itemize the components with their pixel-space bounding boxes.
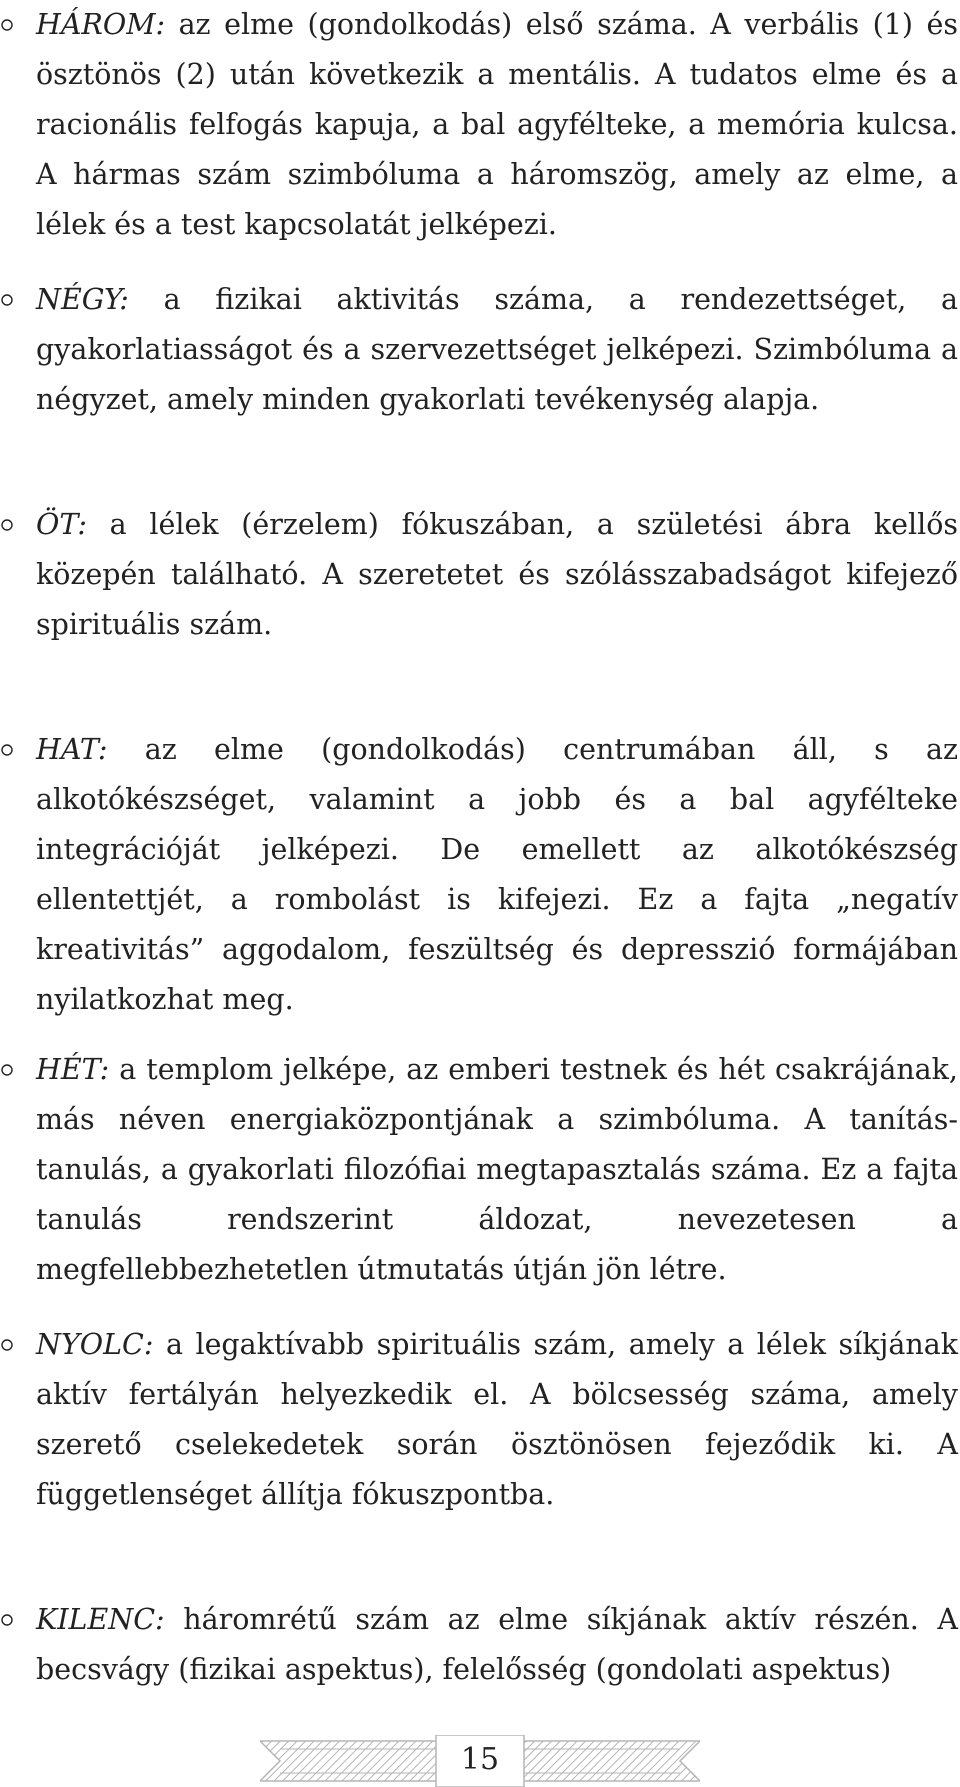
hollow-circle-bullet-icon: [0, 500, 20, 550]
list-item-hat: [36, 725, 958, 1025]
list-item-text: az elme (gondolkodás) első száma. A verbális (1) és ösztönös (2) után következik a mentális. A tudatos elme és a racionális felfogás kapuja, a bal agyfélteke, a memória kulcsa. A hármas szám szimbóluma a háromszög, amely az elme, a lélek és a test kapcsolatát jelképezi.: [36, 8, 958, 241]
hollow-circle-bullet-icon: [0, 0, 20, 50]
hollow-circle-bullet-icon: [0, 1320, 20, 1370]
list-item-text: a legaktívabb spirituális szám, amely a lélek síkjának aktív fertályán helyezkedik el. A bölcsesség száma, amely szerető cselekedetek során ösztönösen fejeződik ki. A függetlenséget állítja fókuszpontba.: [36, 1328, 958, 1511]
hollow-circle-bullet-icon: [0, 275, 20, 325]
list-item-nyolc: [36, 1320, 958, 1520]
list-item-text: a lélek (érzelem) fókuszában, a születési ábra kellős közepén található. A szeretetet és szólásszabadságot kifejező spirituális szám.: [36, 508, 958, 641]
list-item-kilenc: [36, 1595, 958, 1695]
list-item-term: HÉT:: [36, 1053, 110, 1086]
hollow-circle-bullet-icon: [0, 1595, 20, 1645]
list-item-term: ÖT:: [36, 508, 87, 541]
hollow-circle-bullet-icon: [0, 1045, 20, 1095]
list-item-text: a fizikai aktivitás száma, a rendezettséget, a gyakorlatiasságot és a szervezettséget jelképezi. Szimbóluma a négyzet, amely minden gyakorlati tevékenység alapja.: [36, 283, 958, 416]
page-footer: [260, 1735, 700, 1787]
list-item-ot: [36, 500, 958, 650]
list-item-text: háromrétű szám az elme síkjának aktív részén. A becsvágy (fizikai aspektus), felelősség (gondolati aspektus): [36, 1603, 958, 1686]
hollow-circle-bullet-icon: [0, 725, 20, 775]
list-item-text: az elme (gondolkodás) centrumában áll, s az alkotókészséget, valamint a jobb és a bal agyfélteke integrációját jelképezi. De emellett az alkotókészség ellentettjét, a rombolást is kifejezi. Ez a fajta „negatív kreativitás” aggodalom, feszültség és depresszió formájában nyilatkozhat meg.: [36, 733, 958, 1016]
list-item-term: KILENC:: [36, 1603, 165, 1636]
list-item-text: a templom jelképe, az emberi testnek és hét csakrájának, más néven energiaközpontjának a szimbóluma. A tanítás-tanulás, a gyakorlati filozófiai megtapasztalás száma. Ez a fajta tanulás rendszerint áldozat, nevezetesen a megfellebbezhetetlen útmutatás útján jön létre.: [36, 1053, 958, 1286]
list-item-term: HÁROM:: [36, 8, 166, 41]
list-item-term: NYOLC:: [36, 1328, 154, 1361]
list-item-het: [36, 1045, 958, 1295]
list-item-term: NÉGY:: [36, 283, 129, 316]
list-item-harom: [36, 0, 958, 250]
list-item-term: HAT:: [36, 733, 108, 766]
list-item-negy: [36, 275, 958, 425]
page-number: 15: [440, 1737, 520, 1783]
